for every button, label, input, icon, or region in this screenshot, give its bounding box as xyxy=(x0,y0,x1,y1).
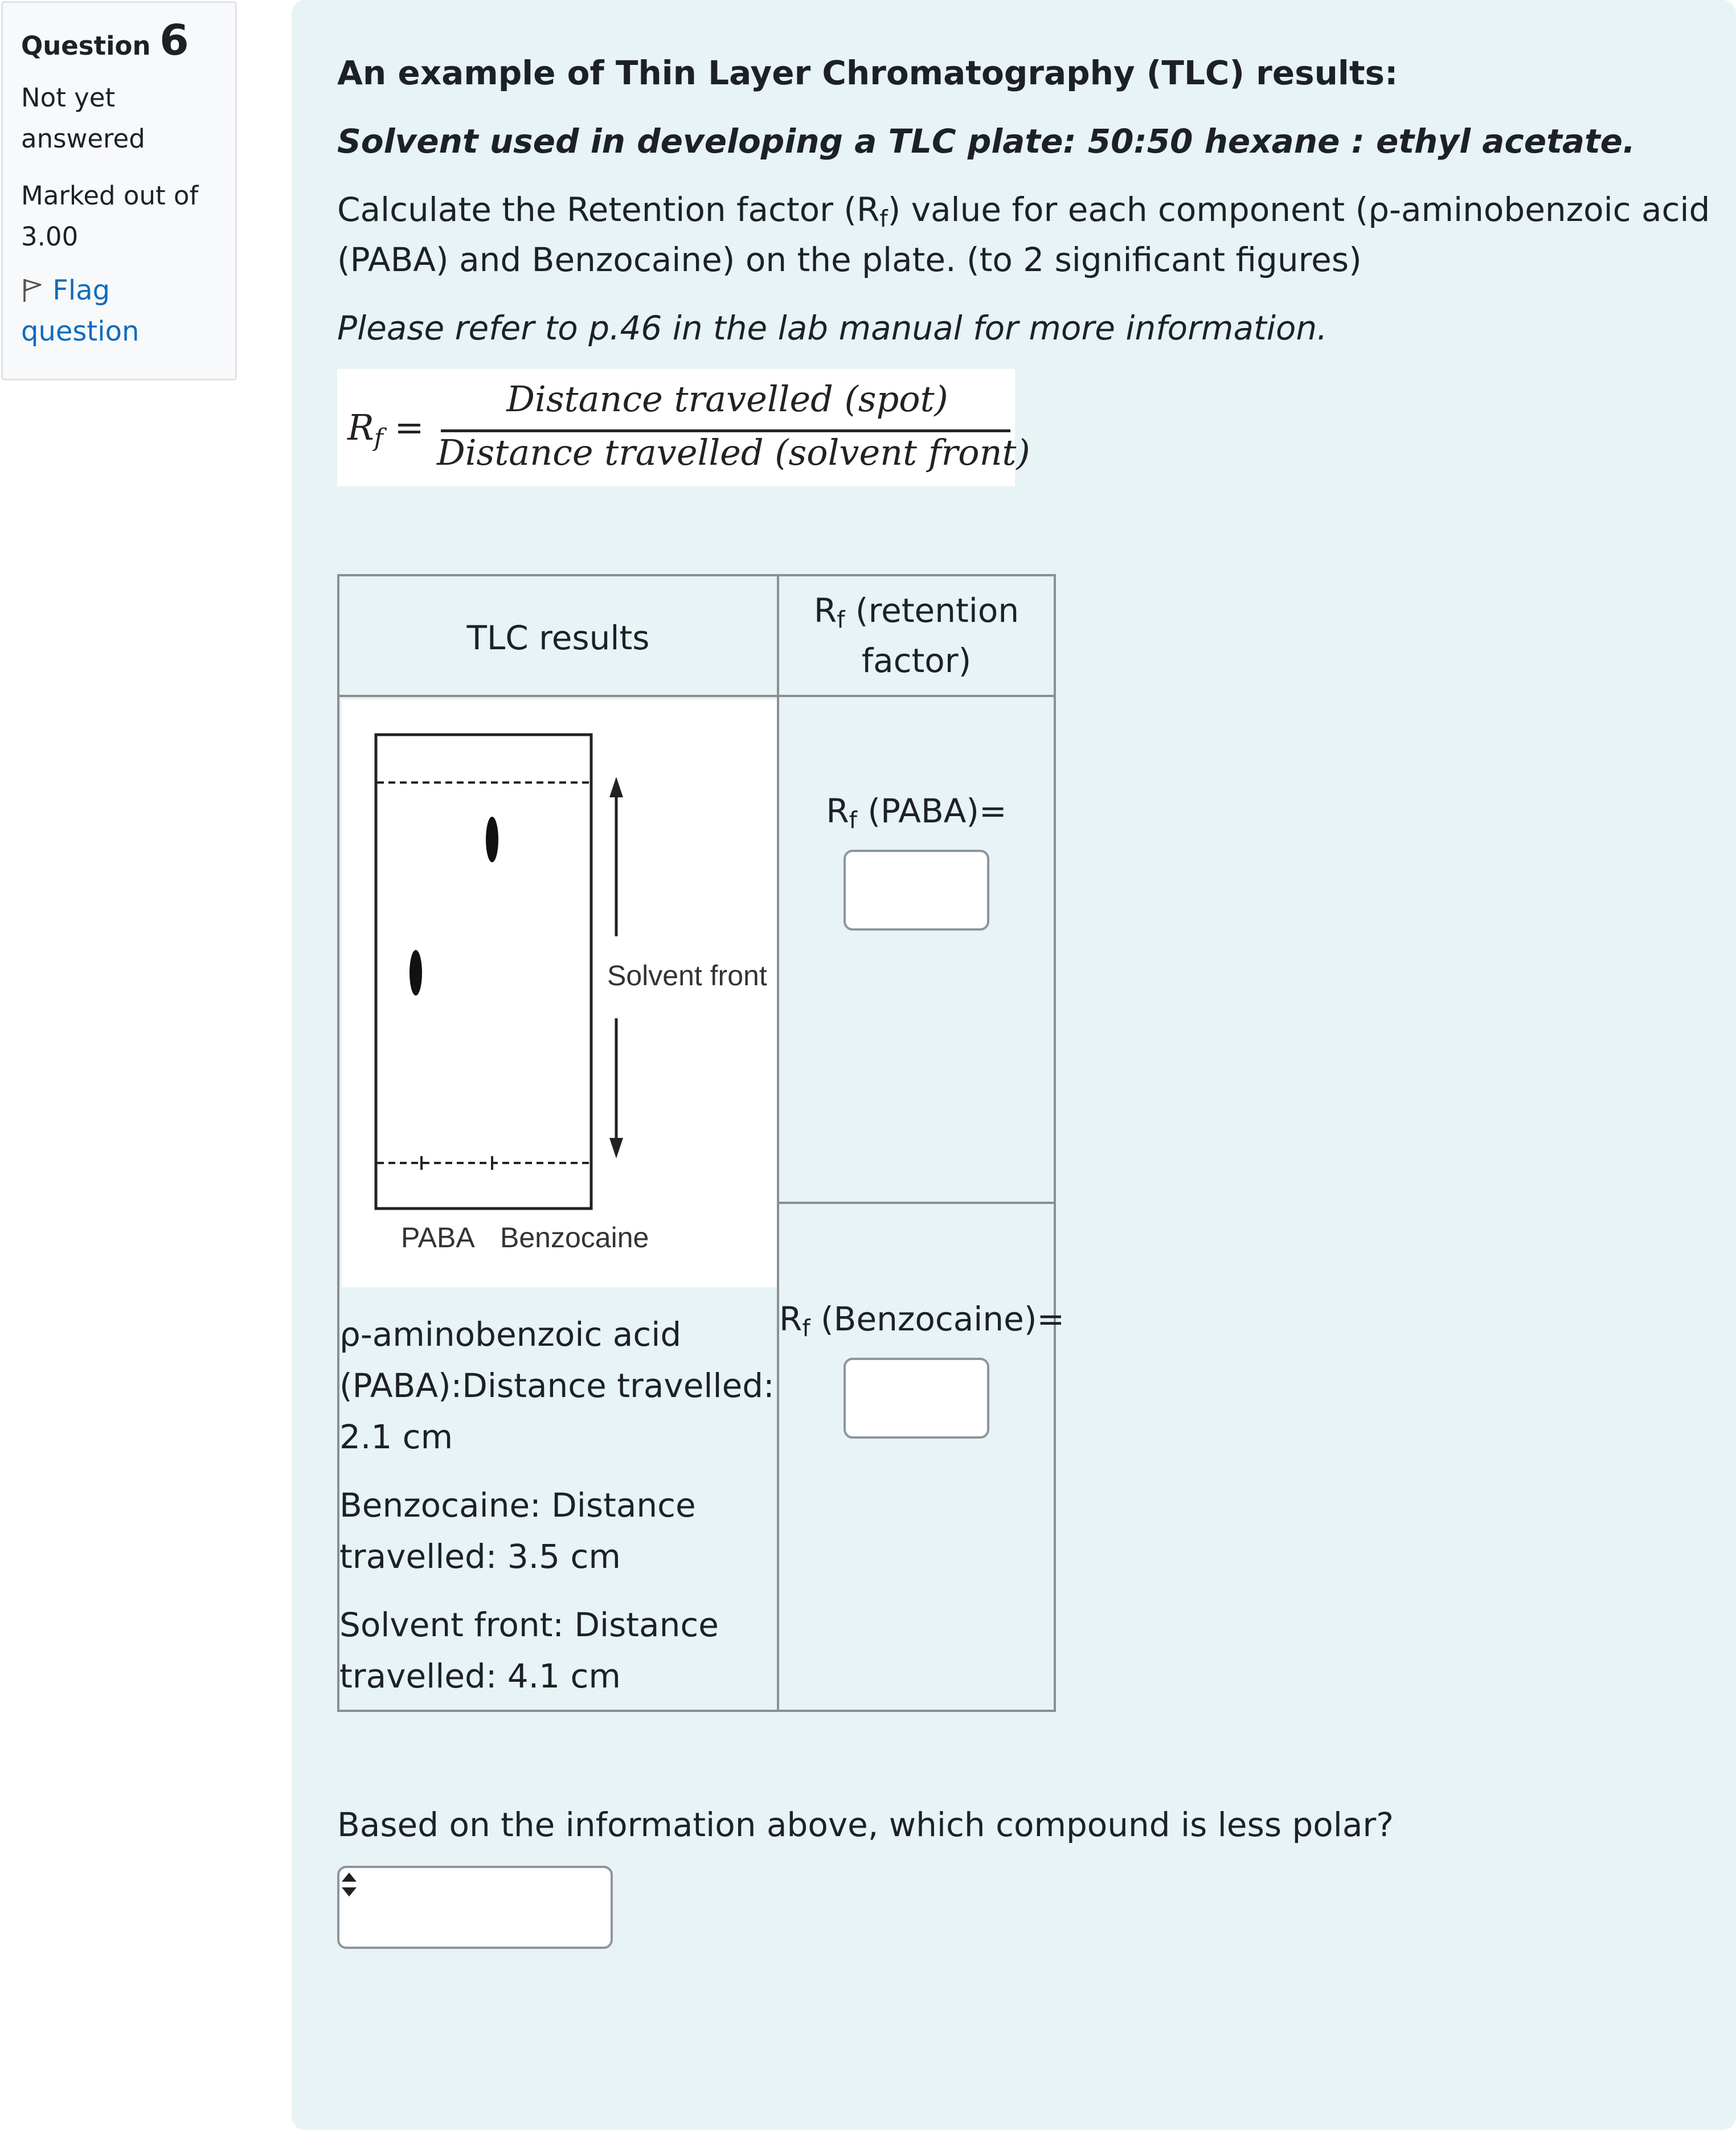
rf-benzo-text: (Benzocaine)= xyxy=(810,1300,1065,1338)
lane-label-paba: PABA xyxy=(401,1222,475,1254)
paba-line-1: ρ-aminobenzoic acid xyxy=(339,1315,682,1354)
formula-numerator: Distance travelled (spot) xyxy=(506,378,948,420)
rf-benzocaine-cell xyxy=(777,1202,1065,1712)
tlc-plate xyxy=(376,735,591,1209)
lane-label-benzocaine: Benzocaine xyxy=(500,1222,649,1254)
formula-equals: = xyxy=(394,407,424,448)
paba-line-3: 2.1 cm xyxy=(339,1418,453,1456)
instruction-text: ) value for each component (ρ-aminobenzoic acid xyxy=(887,190,1710,229)
rf-paba-cell xyxy=(777,695,1056,1204)
question-label: Question xyxy=(21,31,151,61)
formula-denominator: Distance travelled (solvent front) xyxy=(437,432,1030,473)
question-heading: An example of Thin Layer Chromatography (TLC) results: xyxy=(337,54,1398,92)
subscript-f: f xyxy=(879,205,888,233)
rf-paba-label xyxy=(779,786,1054,836)
question-content xyxy=(292,0,1736,2130)
solvent-front-distance-text xyxy=(339,1599,719,1702)
benzocaine-spot xyxy=(486,817,498,862)
solvent-note: Solvent used in developing a TLC plate: 50:50 hexane : ethyl acetate. xyxy=(337,122,1636,161)
tlc-table xyxy=(337,574,1065,1712)
instruction-line-2: (PABA) and Benzocaine) on the plate. (to 2 significant figures) xyxy=(337,240,1362,279)
instruction-text: Calculate the Retention factor (R xyxy=(337,190,880,229)
question-state: Not yet answered xyxy=(21,82,145,154)
flag-question-link[interactable] xyxy=(21,270,217,352)
instruction-line-1 xyxy=(337,185,1710,235)
polarity-question: Based on the information above, which compound is less polar? xyxy=(337,1805,1394,1844)
header-rf-line2: factor) xyxy=(861,641,972,680)
flag-label: Flag question xyxy=(21,274,140,347)
tlc-plate-diagram xyxy=(342,699,779,1287)
rf-formula-image xyxy=(337,369,1030,486)
solvent-line-1: Solvent front: Distance xyxy=(339,1605,719,1644)
header-rf xyxy=(777,574,1056,697)
formula-lhs xyxy=(347,407,424,452)
paba-line-2: (PABA):Distance travelled: xyxy=(339,1366,775,1405)
paba-spot xyxy=(410,950,422,996)
polarity-select[interactable] xyxy=(337,1866,613,1949)
rf-paba-input[interactable] xyxy=(844,850,989,931)
rf-paba-r: R xyxy=(826,792,849,830)
rf-benzocaine-label xyxy=(779,1294,1065,1344)
formula-r: R xyxy=(347,407,374,448)
header-rf-r: R xyxy=(813,591,837,630)
flag-icon xyxy=(21,278,44,303)
question-number-value: 6 xyxy=(159,16,189,65)
question-info xyxy=(1,1,237,380)
benzocaine-distance-text xyxy=(339,1480,696,1582)
rf-paba-sub: f xyxy=(849,806,857,834)
paba-distance-text xyxy=(339,1309,775,1463)
select-arrows-icon xyxy=(339,1870,359,1899)
solvent-front-label: Solvent front xyxy=(607,960,767,992)
question-number xyxy=(21,15,217,66)
rf-paba-text: (PABA)= xyxy=(857,792,1007,830)
header-tlc-results: TLC results xyxy=(337,574,779,697)
rf-benzo-sub: f xyxy=(802,1314,810,1342)
rf-benzo-r: R xyxy=(779,1300,803,1338)
header-rf-text: (retention xyxy=(845,591,1020,630)
arrow-head-up xyxy=(609,777,623,797)
header-rf-sub: f xyxy=(837,606,845,634)
rf-benzocaine-input[interactable] xyxy=(844,1358,989,1439)
formula-sub-f: f xyxy=(374,423,383,452)
tlc-results-cell xyxy=(337,695,779,1712)
solvent-line-2: travelled: 4.1 cm xyxy=(339,1657,621,1695)
lab-manual-reference: Please refer to p.46 in the lab manual for more information. xyxy=(337,309,1328,347)
benzo-line-1: Benzocaine: Distance xyxy=(339,1486,696,1525)
question-grade: Marked out of 3.00 xyxy=(21,180,199,252)
benzo-line-2: travelled: 3.5 cm xyxy=(339,1537,621,1576)
arrow-head-down xyxy=(609,1138,623,1158)
